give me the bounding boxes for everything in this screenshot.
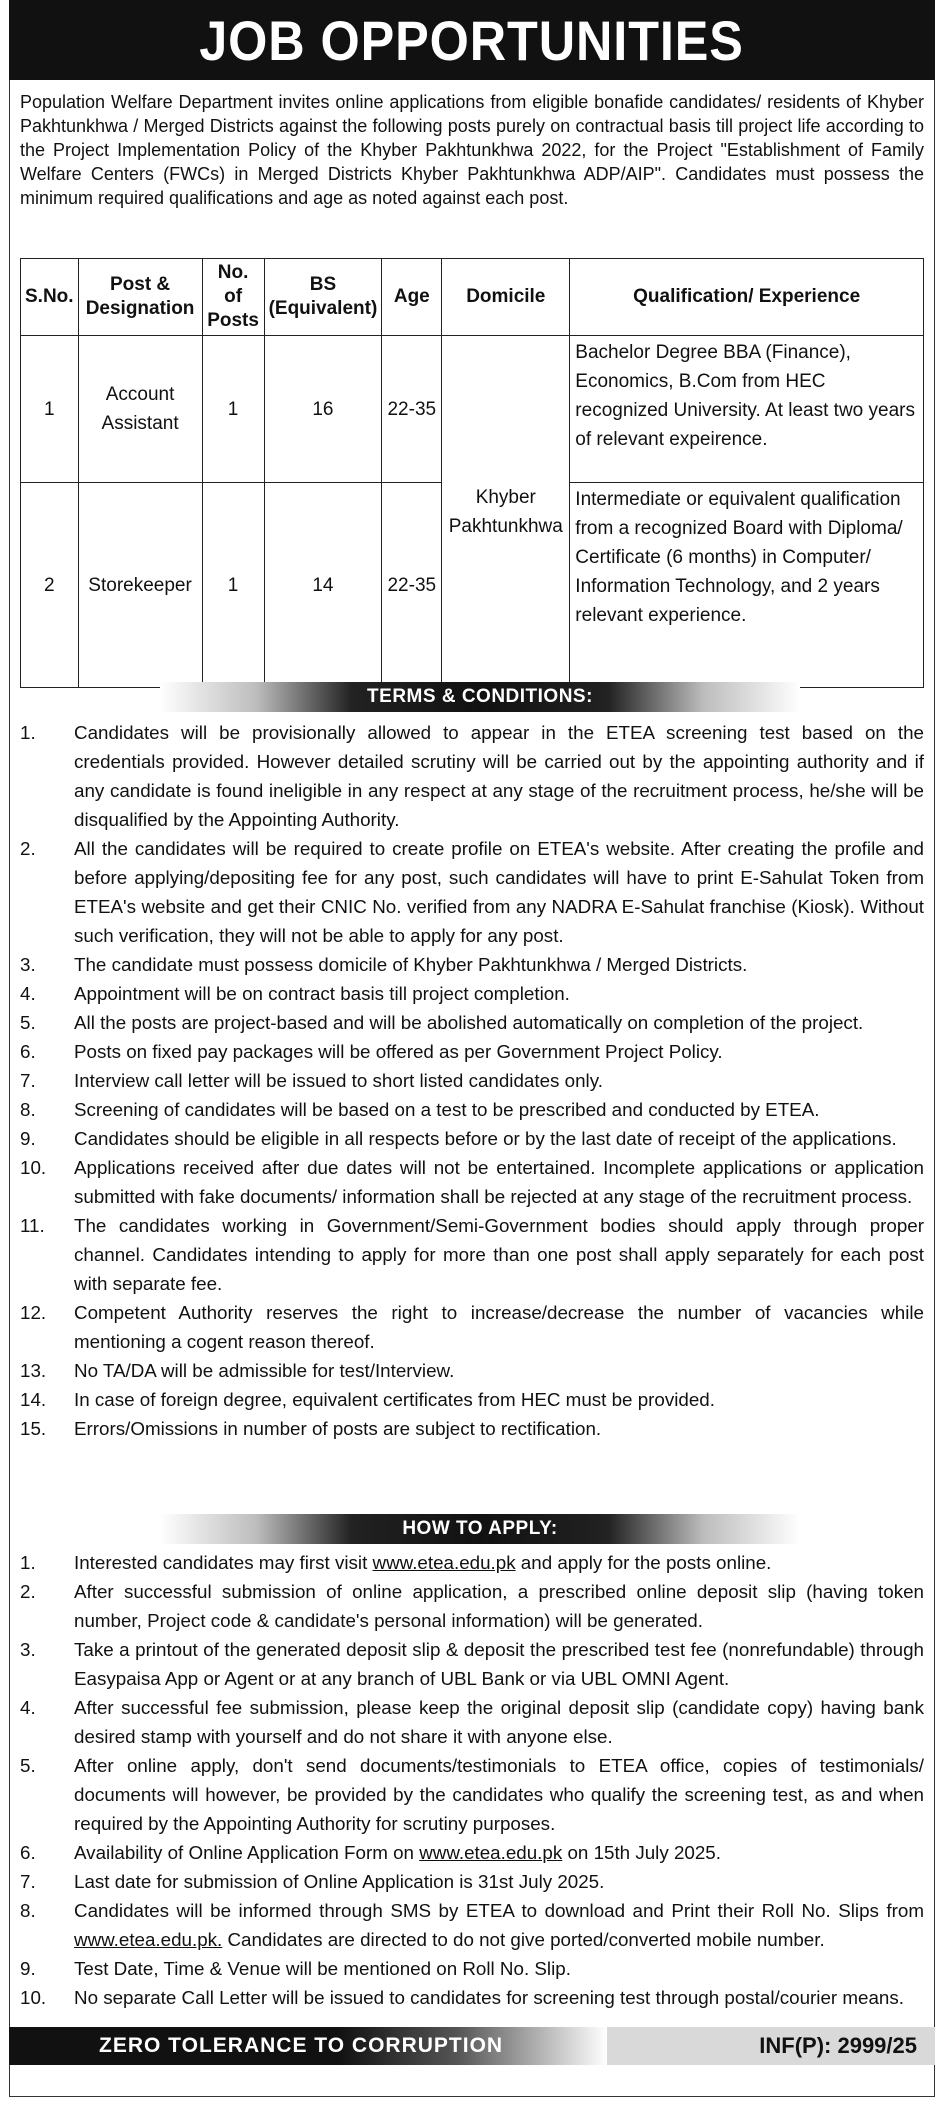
item-text: Appointment will be on contract basis till project completion. (74, 983, 570, 1004)
cell-posts: 1 (202, 336, 264, 483)
header-bs (264, 259, 382, 336)
item-number: 3. (20, 1639, 36, 1660)
item-text-part: on 15th July 2025. (562, 1842, 721, 1863)
cell-posts: 1 (202, 483, 264, 688)
terms-list (20, 718, 924, 1443)
item-text (74, 1548, 924, 1577)
item-number: 3. (20, 954, 36, 975)
item-number: 4. (20, 1697, 36, 1718)
list-item (20, 1693, 924, 1751)
list-item (20, 950, 924, 979)
list-item (20, 1577, 924, 1635)
item-number: 9. (20, 1958, 36, 1979)
footer-slogan-box (9, 2027, 607, 2065)
list-item (20, 1838, 924, 1867)
item-text (74, 1896, 924, 1954)
terms-heading: TERMS & CONDITIONS: (367, 686, 593, 707)
list-item (20, 718, 924, 834)
header-post-line2: Designation (85, 298, 195, 319)
page-title: JOB OPPORTUNITIES (199, 8, 745, 72)
footer-bar (9, 2027, 935, 2065)
apply-list (20, 1548, 924, 2012)
header-posts-line1: No. of (217, 262, 249, 307)
item-text (74, 1838, 924, 1867)
item-number: 9. (20, 1128, 36, 1149)
item-text: After successful submission of online application, a prescribed online deposit slip (having token number, Project code & candidate's personal information) will be generated. (74, 1581, 924, 1631)
cell-age: 22-35 (382, 336, 442, 483)
cell-bs: 14 (264, 483, 382, 688)
cell-domicile: Khyber Pakhtunkhwa (442, 336, 570, 688)
list-item (20, 1037, 924, 1066)
header-posts-count (202, 259, 264, 336)
cell-bs: 16 (264, 336, 382, 483)
item-text-part: Candidates are directed to do not give ported/converted mobile number. (222, 1929, 825, 1950)
etea-link[interactable]: www.etea.edu.pk. (74, 1929, 223, 1950)
list-item (20, 1548, 924, 1577)
item-number: 6. (20, 1842, 36, 1863)
item-number: 7. (20, 1871, 36, 1892)
cell-post: Account Assistant (78, 336, 202, 483)
item-text: Applications received after due dates will not be entertained. Incomplete applications or application submitted with fake documents/ information shall be rejected at any stage of the recruitment process. (74, 1157, 924, 1207)
item-text: The candidates working in Government/Semi-Government bodies should apply through proper channel. Candidates intending to apply for more than one post shall apply separately for each post with separate fee. (74, 1215, 924, 1294)
item-text-part: and apply for the posts online. (515, 1552, 772, 1573)
item-number: 5. (20, 1012, 36, 1033)
item-text: Posts on fixed pay packages will be offered as per Government Project Policy. (74, 1041, 723, 1062)
item-text: After successful fee submission, please keep the original deposit slip (candidate copy) having bank desired stamp with yourself and do not share it with anyone else. (74, 1697, 924, 1747)
apply-banner (160, 1514, 800, 1544)
footer-ref: INF(P): 2999/25 (759, 2033, 917, 2058)
list-item (20, 1008, 924, 1037)
apply-heading: HOW TO APPLY: (402, 1518, 558, 1539)
header-post (78, 259, 202, 336)
item-text: After online apply, don't send documents/testimonials to ETEA office, copies of testimonials/ documents will however, be provided by the candidates who qualify the screening test, as and when required by the Appointing Authority for scrutiny purposes. (74, 1755, 924, 1834)
item-number: 8. (20, 1099, 36, 1120)
list-item (20, 979, 924, 1008)
item-number: 15. (20, 1418, 47, 1439)
item-text: All the candidates will be required to create profile on ETEA's website. After creating the profile and before applying/depositing fee for any post, such candidates will have to print E-Sahulat Token from ETEA's website and get their CNIC No. verified from any NADRA E-Sahulat franchise (Kiosk). Without such verification, they will not be able to apply for any post. (74, 838, 924, 946)
list-item (20, 1635, 924, 1693)
item-text: Competent Authority reserves the right to increase/decrease the number of vacancies while mentioning a cogent reason thereof. (74, 1302, 924, 1352)
header-posts-line2: Posts (207, 310, 259, 331)
header-post-line1: Post & (109, 274, 171, 295)
item-text: All the posts are project-based and will be abolished automatically on completion of the project. (74, 1012, 864, 1033)
item-number: 10. (20, 1157, 47, 1178)
item-number: 2. (20, 838, 36, 859)
cell-post: Storekeeper (78, 483, 202, 688)
item-text: In case of foreign degree, equivalent certificates from HEC must be provided. (74, 1389, 715, 1410)
item-number: 14. (20, 1389, 47, 1410)
terms-banner (160, 682, 800, 712)
list-item (20, 1385, 924, 1414)
list-item (20, 1124, 924, 1153)
item-number: 4. (20, 983, 36, 1004)
item-text-part: Interested candidates may first visit (74, 1552, 373, 1573)
item-text-part: Availability of Online Application Form on (74, 1842, 420, 1863)
item-text: Candidates will be provisionally allowed to appear in the ETEA screening test based on the credentials provided. However detailed scrutiny will be carried out by the appointing authority and if any candidate is found ineligible in any respect at any stage of the recruitment process, he/she will be disqualified by the Appointing Authority. (74, 722, 924, 830)
item-text: Candidates should be eligible in all respects before or by the last date of receipt of the applications. (74, 1128, 897, 1149)
cell-sno: 1 (21, 336, 79, 483)
item-number: 7. (20, 1070, 36, 1091)
item-number: 5. (20, 1755, 36, 1776)
item-number: 8. (20, 1900, 36, 1921)
item-text-part: Candidates will be informed through SMS by ETEA to download and Print their Roll No. Slips from (74, 1900, 924, 1921)
posts-table (20, 258, 924, 688)
item-number: 2. (20, 1581, 36, 1602)
list-item (20, 1066, 924, 1095)
item-text: No TA/DA will be admissible for test/Interview. (74, 1360, 455, 1381)
item-number: 1. (20, 1552, 36, 1573)
header-bs-line2: (Equivalent) (268, 298, 378, 319)
list-item (20, 1356, 924, 1385)
item-number: 6. (20, 1041, 36, 1062)
header-bs-line1: BS (309, 274, 337, 295)
table-row (21, 336, 924, 483)
header-domicile: Domicile (442, 259, 570, 336)
item-number: 1. (20, 722, 36, 743)
cell-sno: 2 (21, 483, 79, 688)
list-item (20, 1867, 924, 1896)
item-number: 10. (20, 1987, 47, 2008)
item-text: Test Date, Time & Venue will be mentioned on Roll No. Slip. (74, 1958, 571, 1979)
header-qualification: Qualification/ Experience (570, 259, 924, 336)
footer-ref-box (607, 2027, 935, 2065)
cell-age: 22-35 (382, 483, 442, 688)
cell-qualification: Bachelor Degree BBA (Finance), Economics, B.Com from HEC recognized University. At least two years of relevant expeirence. (570, 336, 924, 483)
item-text: Last date for submission of Online Application is 31st July 2025. (74, 1871, 605, 1892)
list-item (20, 1751, 924, 1838)
etea-link[interactable]: www.etea.edu.pk (372, 1552, 516, 1573)
header-sno: S.No. (21, 259, 79, 336)
list-item (20, 834, 924, 950)
list-item (20, 1414, 924, 1443)
item-text: Interview call letter will be issued to short listed candidates only. (74, 1070, 603, 1091)
item-number: 11. (20, 1215, 45, 1236)
item-text: The candidate must possess domicile of Khyber Pakhtunkhwa / Merged Districts. (74, 954, 748, 975)
item-text: Screening of candidates will be based on a test to be prescribed and conducted by ETEA. (74, 1099, 820, 1120)
etea-link[interactable]: www.etea.edu.pk (419, 1842, 563, 1863)
table-header-row (21, 259, 924, 336)
item-number: 12. (20, 1302, 47, 1323)
intro-paragraph: Population Welfare Department invites online applications from eligible bonafide candidates/ residents of Khyber Pakhtunkhwa / Merged Districts against the following posts purely on contractual basis till project life according to the Project Implementation Policy of the Khyber Pakhtunkhwa 2022, for the Project "Establishment of Family Welfare Centers (FWCs) in Merged Districts Khyber Pakhtunkhwa ADP/AIP". Candidates must possess the minimum required qualifications and age as noted against each post. (20, 92, 924, 208)
item-text: No separate Call Letter will be issued to candidates for screening test through postal/courier means. (74, 1987, 904, 2008)
list-item (20, 1211, 924, 1298)
list-item (20, 1298, 924, 1356)
list-item (20, 1896, 924, 1954)
cell-qualification: Intermediate or equivalent qualification from a recognized Board with Diploma/ Certificate (6 months) in Computer/ Information Technology, and 2 years relevant experience. (570, 483, 924, 688)
item-text: Errors/Omissions in number of posts are subject to rectification. (74, 1418, 602, 1439)
item-number: 13. (20, 1360, 47, 1381)
list-item (20, 1153, 924, 1211)
list-item (20, 1954, 924, 1983)
page-header (9, 0, 935, 80)
item-text: Take a printout of the generated deposit slip & deposit the prescribed test fee (nonrefundable) through Easypaisa App or Agent or at any branch of UBL Bank or via UBL OMNI Agent. (74, 1639, 924, 1689)
list-item (20, 1983, 924, 2012)
list-item (20, 1095, 924, 1124)
footer-slogan: ZERO TOLERANCE TO CORRUPTION (99, 2034, 504, 2057)
header-age: Age (382, 259, 442, 336)
